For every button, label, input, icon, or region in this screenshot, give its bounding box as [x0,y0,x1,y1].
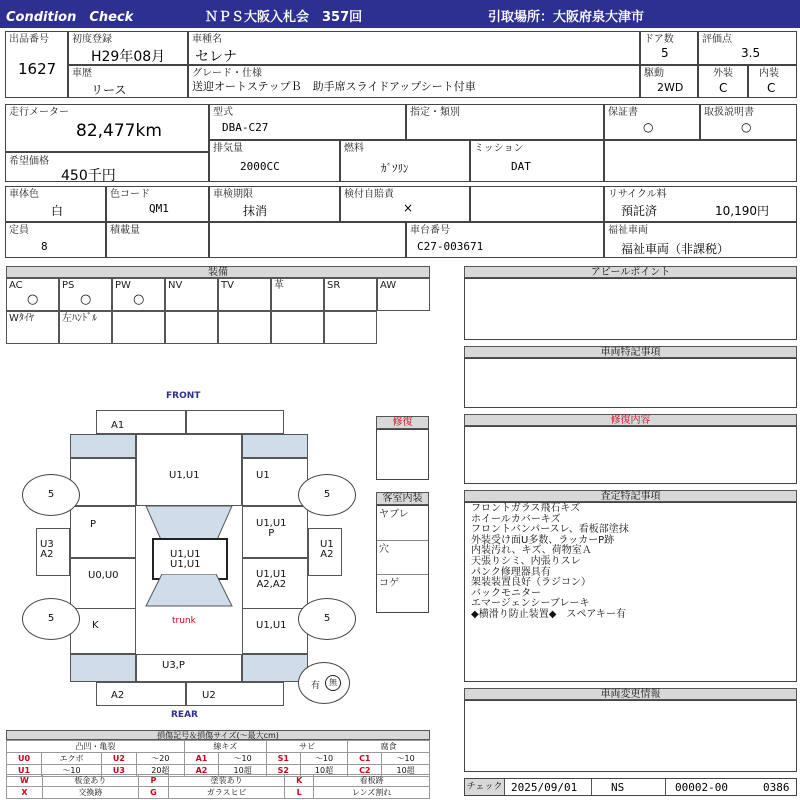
panel-back-door [136,654,242,682]
equip-tv [218,278,271,311]
panel-fl-fender [70,458,136,506]
doors: 5 [661,46,669,60]
designation-box: 指定・類別 [406,104,604,140]
equip-aw [377,278,430,311]
lot-box: 出品番号 1627 [5,31,68,98]
interior-box: 内装 C [748,65,797,98]
mark-rear-bumper-left: A2 [111,690,125,701]
spec-blank-2 [470,186,604,222]
body-color: 白 [51,204,64,218]
history: リース [91,83,127,97]
equip-革 [271,278,324,311]
spec-blank-3 [209,222,406,258]
inspection-code: 00002-00 [675,781,728,794]
rear-glass [136,574,242,608]
load-box: 積載量 [106,222,209,258]
pickup-location: 引取場所：大阪府泉大津市 [488,10,645,25]
legend-desc: 〜10 [382,753,430,765]
interior-title: 客室内装 [376,492,429,505]
inspection-num: 0386 [763,781,790,794]
interior-box-list [376,505,429,613]
legend-desc: 塗装あり [168,775,284,787]
mark-fr-fender: U1 [256,470,270,481]
mark-rr-door: U1,U1 A2,A2 [256,569,287,590]
change-box [464,700,797,772]
equip-ps [59,278,112,311]
warranty-box: 保証書 ○ [604,104,700,140]
repair-box [376,429,429,480]
legend-code: U2 [101,753,136,765]
legend-desc: 板金あり [42,775,138,787]
spec-blank [604,140,797,182]
mission: DAT [511,160,531,173]
equip-label: 革 [274,280,284,291]
front-label: FRONT [166,391,201,401]
legend-group-rust: サビ [266,741,347,753]
type-box: 型式 DBA-C27 [209,104,406,140]
equip-mark: ○ [27,292,39,307]
equip-opt-5 [271,311,324,344]
spare-tire [298,662,350,704]
repair-detail-box [464,426,797,484]
legend-desc: 〜10 [42,765,102,777]
equip-opt-label: 左ﾊﾝﾄﾞﾙ [62,313,97,324]
history-box: 車歴 リース [68,65,188,98]
tire-rear-left: 5 [22,598,80,640]
check-label: チェック [465,779,505,795]
equip-opt-1 [59,311,112,344]
panel-rl-corner [70,654,136,682]
legend-code: K [285,775,314,787]
mileage: 82,477km [76,121,162,141]
manual: ○ [741,120,752,134]
equip-label: AC [9,280,23,291]
interior-item-hole: 穴 [379,544,389,555]
mark-rl-quarter: K [92,620,99,631]
exterior-grade: C [719,81,728,95]
equip-sr [324,278,377,311]
recycle-box: リサイクル料 預託済 10,190円 [604,186,797,222]
welfare-box: 福祉車両 福祉車両（非課税） [604,222,797,258]
recycle-status: 預託済 [621,204,658,218]
special-title: 車両特記事項 [464,346,797,358]
equip-label: SR [327,280,341,291]
reg-box: 初度登録 H29年08月 [68,31,188,65]
inspector: NS [611,781,625,794]
first-registration: H29年08月 [91,49,166,65]
inspection-notes-list [471,504,629,621]
tire-front-right: 5 [298,474,356,516]
doors-box: ドア数 5 [640,31,698,65]
insurance: × [403,201,414,215]
color-box: 車体色 白 [5,186,106,222]
inspection-note: 内装汚れ、キズ、荷物室Ａ [471,545,592,557]
legend-desc: 10超 [219,765,267,777]
legend-table-2 [6,774,430,799]
inspection-note: 架装装置良好（ラジコン） [471,577,591,589]
mark-fl-door: P [90,519,97,530]
inspection-note: バックモニター [471,587,541,599]
vehicle-type: DBA-C27 [222,121,269,134]
panel-front-right [186,410,284,434]
grade: 送迎オートステップＢ 助手席スライドアップシート付車 [192,80,476,93]
legend-desc: 〜20 [136,753,184,765]
header-title: Condition Check [6,10,134,25]
legend-code: X [7,787,43,799]
legend-desc: 10超 [300,765,348,777]
equip-label: AW [380,280,397,291]
interior-item-burn: コゲ [379,578,399,589]
equip-mark: ○ [80,292,92,307]
legend-code: P [138,775,168,787]
legend-code: L [285,787,314,799]
damage-diagram [6,386,430,726]
price-box: 希望価格 450千円 [5,152,209,182]
auction-title: ＮＰＳ大阪入札会 357回 [205,10,363,25]
spare-status: 有 [311,681,321,691]
legend-code: U0 [7,753,42,765]
legend-code: C1 [348,753,382,765]
equip-opt-0 [6,311,59,344]
equip-opt-4 [218,311,271,344]
legend-code: C2 [348,765,382,777]
legend-desc: 20超 [136,765,184,777]
equip-opt-6 [324,311,377,344]
inspection-note: エマージェンシーブレーキ [471,598,590,610]
special-box [464,358,797,408]
legend-title: 損傷記号＆損傷サイズ(〜最大cm) [6,730,430,740]
equip-opt-label: Wﾀｲﾔ [9,313,34,324]
check-date: 2025/09/01 [511,781,578,794]
legend-desc: 10超 [382,765,430,777]
inspection-note: ホイールカバーキズ [471,513,561,525]
panel-rear-bumper-left [96,682,186,706]
equip-mark: ○ [133,292,145,307]
panel-fr-corner [242,434,308,458]
mark-back-door: U3,P [162,660,185,671]
equipment-grid [6,278,430,344]
mark-right-side: U1 A2 [320,539,334,560]
model-name: セレナ [195,49,237,65]
equipment-title: 装備 [6,266,430,278]
score-box: 評価点 3.5 [698,31,797,65]
legend-desc: 交換跡 [42,787,138,799]
exterior-box: 外装 C [698,65,748,98]
change-title: 車両変更情報 [464,688,797,700]
color-code: QM1 [149,202,169,215]
manual-box: 取扱説明書 ○ [700,104,797,140]
mark-roof: U1,U1 U1,U1 [170,549,201,570]
displacement: 2000CC [240,160,280,173]
equip-label: TV [221,280,234,291]
inspection-note: 天張りシミ、内張りスレ [471,555,581,567]
legend-code: A2 [184,765,219,777]
inspection-note: パンク修理器具有 [471,566,551,578]
legend-code: S1 [266,753,300,765]
legend-desc: 〜10 [219,753,267,765]
insurance-box: 検付自賠責 × [340,186,470,222]
legend-group-corrosion: 腐食 [348,741,430,753]
legend-group-scratch: 線キズ [184,741,266,753]
interior-grade: C [767,81,776,95]
panel-rl-quarter [70,608,136,654]
mark-left-side: U3 A2 [40,539,54,560]
header-bar [0,0,800,28]
repair-title: 修復 [376,416,429,429]
legend-desc: エクボ [42,753,102,765]
inspection-box: 車検期限 抹消 [209,186,340,222]
mark-a1-front: A1 [111,420,125,431]
chassis-number: C27-003671 [417,240,484,253]
equip-opt-3 [165,311,218,344]
drive: 2WD [657,81,684,94]
legend-code: S2 [266,765,300,777]
lot-number: 1627 [18,60,57,78]
grade-box: グレード・仕様 送迎オートステップＢ 助手席スライドアップシート付車 [188,65,640,98]
chassis-box: 車台番号 C27-003671 [406,222,604,258]
equip-label: NV [168,280,183,291]
legend-code: U1 [7,765,42,777]
tire-rear-right: 5 [298,598,356,640]
mark-rr-quarter: U1,U1 [256,620,287,631]
recycle-fee: 10,190円 [715,204,769,218]
legend-table [6,740,430,777]
trunk-label: trunk [172,616,196,626]
inspection-note: ◆横滑り防止装置◆ スペアキー有 [471,608,626,620]
legend-desc: 〜10 [300,753,348,765]
color-code-box: 色コード QM1 [106,186,209,222]
mark-rear-bumper-right: U2 [202,690,216,701]
fuel: ｶﾞｿﾘﾝ [381,162,409,175]
price: 450千円 [61,168,116,184]
warranty: ○ [643,120,654,134]
fuel-box: 燃料 ｶﾞｿﾘﾝ [340,140,470,182]
interior-item-tear: ヤブレ [379,509,409,520]
legend-group-dent: 凸凹・亀裂 [7,741,185,753]
equip-pw [112,278,165,311]
inspection-note: 外装受け面U多数、ラッカーP跡 [471,534,615,546]
spare-icon: 無 [325,675,341,691]
mark-hood: U1,U1 [169,470,200,481]
legend-code: A1 [184,753,219,765]
equip-label: PW [115,280,131,291]
inspection-note: フロントガラス飛石キズ [471,503,581,514]
panel-fl-corner [70,434,136,458]
welfare: 福祉車両（非課税） [621,242,730,256]
legend-code: G [138,787,168,799]
equip-nv [165,278,218,311]
repair-detail-title: 修復内容 [464,414,797,426]
legend-desc: 看板跡 [314,775,430,787]
equip-opt-2 [112,311,165,344]
legend-code: W [7,775,43,787]
inspection-notes-title: 査定特記事項 [464,490,797,502]
capacity-box: 定員 8 [5,222,106,258]
capacity: 8 [41,240,48,253]
panel-fl-door [70,506,136,558]
mark-fr-door: U1,U1 P [256,518,287,539]
footer-box [464,778,797,796]
mission-box: ミッション DAT [470,140,604,182]
drive-box: 駆動 2WD [640,65,698,98]
inspection-notes-box [464,502,797,682]
legend-desc: レンズ割れ [314,787,430,799]
legend-desc: ガラスヒビ [168,787,284,799]
legend-code: U3 [101,765,136,777]
equip-label: PS [62,280,75,291]
tire-front-left: 5 [22,474,80,516]
mark-rl-door: U0,U0 [88,570,119,581]
equip-ac [6,278,59,311]
panel-front-left [96,410,186,434]
appeal-box [464,278,797,340]
model-box: 車種名 セレナ [188,31,640,65]
inspection-note: フロントバンパースレ、看板部塗抹 [471,524,629,536]
appeal-title: アピールポイント [464,266,797,278]
mileage-box: 走行メーター 82,477km [5,104,209,152]
panel-rear-bumper-right [186,682,284,706]
inspection-expiry: 抹消 [243,204,268,218]
displacement-box: 排気量 2000CC [209,140,340,182]
score: 3.5 [741,46,761,60]
rear-label: REAR [171,710,198,720]
